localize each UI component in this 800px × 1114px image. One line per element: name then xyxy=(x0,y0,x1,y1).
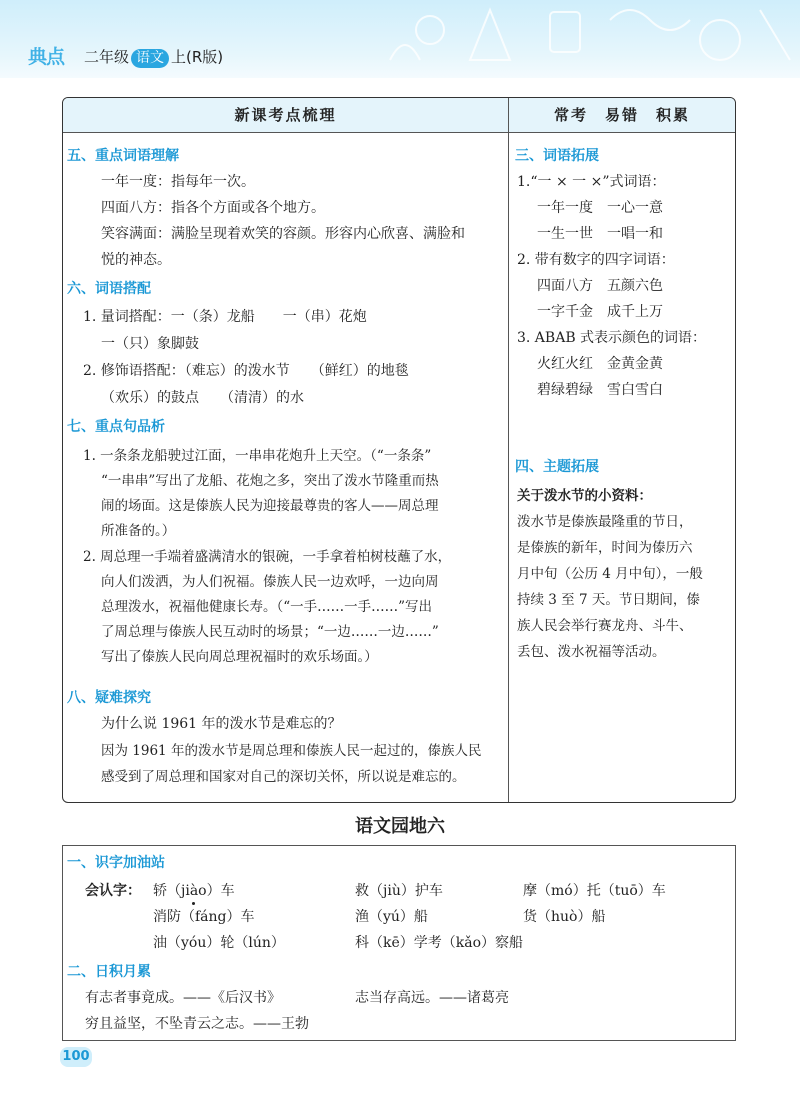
section-sentence-analysis: 七、重点句品析 xyxy=(67,419,165,435)
text-line: （欢乐）的鼓点 （清清）的水 xyxy=(101,390,304,406)
book-grade-label xyxy=(84,44,223,70)
text-line: 一年一度：指每年一次。 xyxy=(101,174,255,190)
section-daily-accumulation: 二、日积月累 xyxy=(67,964,151,980)
vocab-item: 油（yóu）轮（lún） xyxy=(153,935,285,951)
question-text: 为什么说 1961 年的泼水节是难忘的？ xyxy=(101,716,342,732)
text-line: 总理泼水，祝福他健康长寿。（“一手……一手……”写出 xyxy=(101,599,433,615)
section-theme-expansion: 四、主题拓展 xyxy=(515,459,599,475)
vocab-item: 摩（mó）托（tuō）车 xyxy=(523,883,666,899)
text-line: 写出了傣族人民向周总理祝福时的欢乐场面。） xyxy=(101,649,378,665)
text-line: 一字千金 成千上万 xyxy=(537,304,663,320)
answer-text: 因为 1961 年的泼水节是周总理和傣族人民一起过的，傣族人民 xyxy=(101,743,482,759)
text-line: 是傣族的新年，时间为傣历六 xyxy=(517,540,693,556)
left-column-header: 新课考点梳理 xyxy=(63,98,508,133)
text-line: 族人民会举行赛龙舟、斗牛、 xyxy=(517,618,693,634)
section-word-pairing: 六、词语搭配 xyxy=(67,281,151,297)
lesson-summary-box xyxy=(62,97,736,803)
text-line: 持续 3 至 7 天。节日期间，傣 xyxy=(517,592,700,608)
vocab-item: 消防（fáng）车 xyxy=(153,909,255,925)
section-key-words: 五、重点词语理解 xyxy=(67,148,179,164)
vocab-item: 科（kē）学考（kǎo）察船 xyxy=(355,935,524,951)
text-line: 四面八方 五颜六色 xyxy=(537,278,663,294)
text-line: 一（只）象脚鼓 xyxy=(101,336,199,352)
vocab-item: 救（jiù）护车 xyxy=(355,883,443,899)
quote-text: 有志者事竟成。——《后汉书》 xyxy=(85,990,281,1006)
page-number: 100 xyxy=(60,1047,92,1067)
subject-badge: 语文 xyxy=(131,49,169,68)
page-header xyxy=(0,0,800,78)
grade-text: 二年级 xyxy=(84,48,130,66)
text-line: 丢包、泼水祝福等活动。 xyxy=(517,644,666,660)
vocab-item: 货（huò）船 xyxy=(523,909,606,925)
text-line: 2. 周总理一手端着盛满清水的银碗，一手拿着柏树枝蘸了水， xyxy=(83,549,452,565)
text-line: 向人们泼洒，为人们祝福。傣族人民一边欢呼，一边向周 xyxy=(101,574,439,590)
quote-text: 志当存高远。——诸葛亮 xyxy=(355,990,509,1006)
language-garden-box xyxy=(62,845,736,1041)
text-line: 碧绿碧绿 雪白雪白 xyxy=(537,382,663,398)
text-line: 四面八方：指各个方面或各个地方。 xyxy=(101,200,325,216)
vocab-item: 轿（jiào）车 xyxy=(153,880,235,900)
column-divider xyxy=(508,98,509,802)
text-line: “一串串”写出了龙船、花炮之多，突出了泼水节隆重而热 xyxy=(101,473,439,489)
text-line: 所准备的。） xyxy=(101,523,176,539)
right-column-header: 常考 易错 积累 xyxy=(509,98,735,133)
answer-text: 感受到了周总理和国家对自己的深切关怀，所以说是难忘的。 xyxy=(101,769,466,785)
resource-subtitle: 关于泼水节的小资料： xyxy=(517,488,652,504)
text-line: 月中旬（公历 4 月中旬），一般 xyxy=(517,566,703,582)
text-line: 一年一度 一心一意 xyxy=(537,200,663,216)
text-line: 2. 修饰语搭配：（难忘）的泼水节 （鲜红）的地毯 xyxy=(83,363,409,379)
text-line: 悦的神态。 xyxy=(101,252,171,268)
brand-logo: 典点 xyxy=(28,46,65,68)
term-text: 上(R版) xyxy=(171,48,224,66)
text-line: 闹的场面。这是傣族人民为迎接最尊贵的客人——周总理 xyxy=(101,498,439,514)
text-line: 1. 量词搭配：一（条）龙船 一（串）花炮 xyxy=(83,309,367,325)
section-difficult-questions: 八、疑难探究 xyxy=(67,690,151,706)
text-line: 2. 带有数字的四字词语： xyxy=(517,252,675,268)
text-line: 泼水节是傣族最隆重的节日， xyxy=(517,514,693,530)
recognize-words-label: 会认字： xyxy=(85,883,141,899)
text-line: 笑容满面：满脸呈现着欢笑的容颜。形容内心欣喜、满脸和 xyxy=(101,226,465,242)
section-literacy-station: 一、识字加油站 xyxy=(67,855,165,871)
vocab-item: 渔（yú）船 xyxy=(355,909,428,925)
science-doodle-decoration xyxy=(370,0,800,78)
garden-title: 语文园地六 xyxy=(355,816,445,837)
text-line: 1. 一条条龙船驶过江面，一串串花炮升上天空。（“一条条” xyxy=(83,448,432,464)
section-word-expansion: 三、词语拓展 xyxy=(515,148,599,164)
text-line: 1.“一 × 一 ×”式词语： xyxy=(517,174,666,190)
quote-text: 穷且益坚，不坠青云之志。——王勃 xyxy=(85,1016,309,1032)
text-line: 火红火红 金黄金黄 xyxy=(537,356,663,372)
text-line: 3. ABAB 式表示颜色的词语： xyxy=(517,330,707,346)
text-line: 一生一世 一唱一和 xyxy=(537,226,663,242)
text-line: 了周总理与傣族人民互动时的场景；“一边……一边……” xyxy=(101,624,439,640)
